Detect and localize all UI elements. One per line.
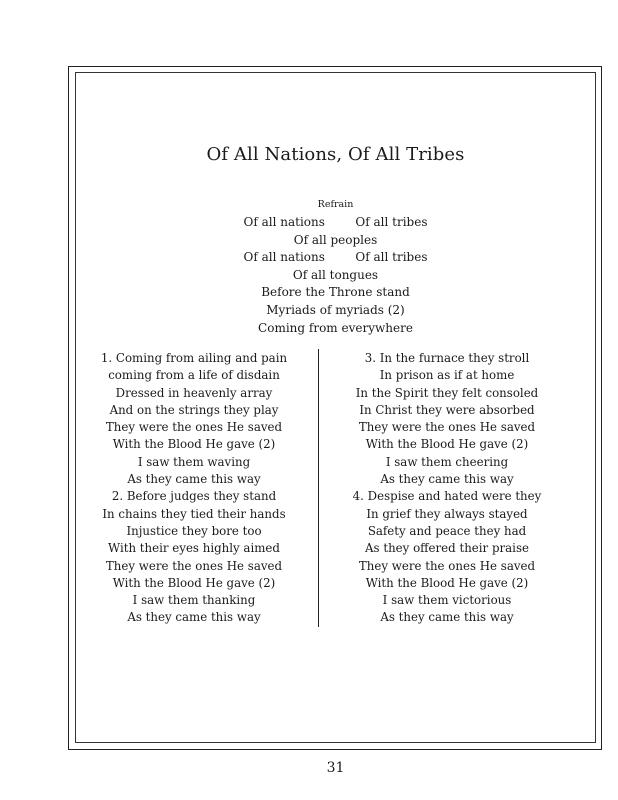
refrain-block — [75, 198, 596, 337]
refrain-line: Of all nations Of all tribes — [243, 215, 428, 229]
verse-line: As they came this way — [380, 610, 514, 625]
verse-line: As they offered their praise — [365, 541, 529, 556]
verse-line: Injustice they bore too — [126, 523, 262, 538]
verse-line: As they came this way — [127, 610, 261, 625]
verse-line: They were the ones He saved — [105, 420, 283, 435]
verse-line: coming from a life of disdain — [108, 368, 280, 383]
column-divider — [318, 349, 319, 627]
verse-line: In Christ they were absorbed — [359, 402, 535, 417]
verse-line: They were the ones He saved — [358, 558, 536, 573]
verse-line: Dressed in heavenly array — [115, 385, 273, 400]
verse-line: Safety and peace they had — [367, 523, 527, 538]
verses-right-column — [337, 350, 557, 627]
verse-line: 2. Before judges they stand — [111, 489, 277, 504]
verse-line: And on the strings they play — [109, 402, 279, 417]
verse-line: I saw them cheering — [385, 454, 509, 469]
verse-line: With their eyes highly aimed — [108, 541, 280, 556]
verse-line: I saw them victorious — [382, 593, 512, 608]
verse-line: 3. In the furnace they stroll — [364, 351, 530, 365]
refrain-line: Before the Throne stand — [261, 285, 410, 300]
verses-left-column — [84, 350, 304, 627]
verse-line: With the Blood He gave (2) — [112, 437, 276, 452]
refrain-line: Myriads of myriads (2) — [266, 302, 405, 317]
song-title: Of All Nations, Of All Tribes — [206, 144, 465, 165]
verse-line: I saw them thanking — [132, 593, 256, 608]
verse-line: In grief they always stayed — [366, 506, 528, 521]
verse-line: In the Spirit they felt consoled — [355, 385, 539, 400]
page-number: 31 — [326, 760, 345, 776]
verse-line: They were the ones He saved — [358, 420, 536, 435]
verse-line: 4. Despise and hated were they — [352, 489, 542, 504]
refrain-line: Of all tongues — [292, 267, 379, 282]
verse-line: I saw them waving — [137, 454, 251, 469]
refrain-label: Refrain — [317, 199, 354, 210]
verse-line: As they came this way — [380, 472, 514, 487]
verse-line: With the Blood He gave (2) — [365, 575, 529, 590]
refrain-line: Of all nations Of all tribes — [243, 250, 428, 265]
verse-line: With the Blood He gave (2) — [365, 437, 529, 452]
refrain-line: Coming from everywhere — [258, 320, 413, 335]
refrain-line: Of all peoples — [293, 232, 378, 247]
verse-line: In chains they tied their hands — [102, 506, 286, 521]
verse-line: As they came this way — [127, 472, 261, 487]
verse-line: They were the ones He saved — [105, 558, 283, 573]
verse-line: In prison as if at home — [379, 368, 515, 383]
verse-line: 1. Coming from ailing and pain — [100, 351, 288, 365]
verse-line: With the Blood He gave (2) — [112, 575, 276, 590]
